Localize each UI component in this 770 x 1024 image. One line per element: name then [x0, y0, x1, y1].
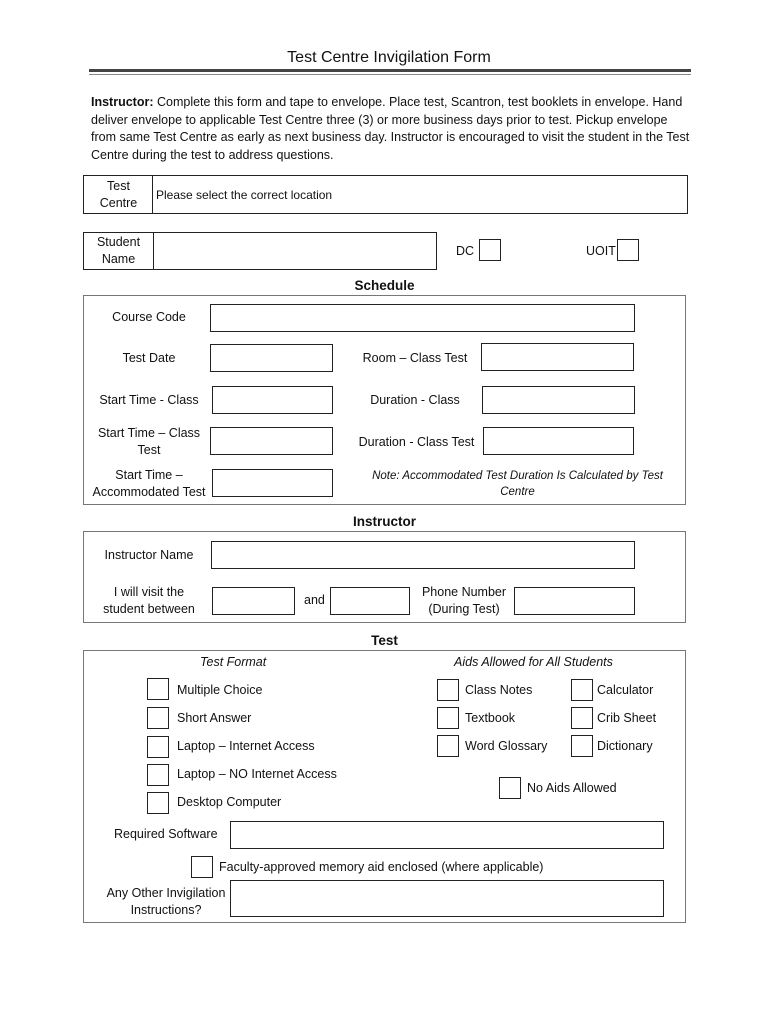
aid-calculator-label: Calculator	[597, 683, 654, 697]
course-code-label: Course Code	[112, 310, 186, 324]
other-instructions-label: Any Other Invigilation Instructions?	[106, 886, 226, 917]
format-laptop-internet-checkbox[interactable]	[147, 736, 169, 758]
format-short-answer-label: Short Answer	[177, 711, 252, 725]
test-centre-label: Test Centre	[99, 179, 138, 210]
aid-class-notes-checkbox[interactable]	[437, 679, 459, 701]
aid-dictionary-label: Dictionary	[597, 739, 653, 753]
aid-crib-sheet-label: Crib Sheet	[597, 711, 657, 725]
test-format-heading: Test Format	[200, 655, 267, 669]
required-software-label: Required Software	[114, 827, 218, 841]
format-laptop-internet-label: Laptop – Internet Access	[177, 739, 315, 753]
aid-class-notes-label: Class Notes	[465, 683, 533, 697]
aid-calculator-checkbox[interactable]	[571, 679, 593, 701]
test-date-input[interactable]	[210, 344, 333, 372]
required-software-input[interactable]	[230, 821, 664, 849]
test-date-label: Test Date	[122, 351, 176, 365]
uoit-checkbox[interactable]	[617, 239, 639, 261]
duration-class-test-input[interactable]	[483, 427, 634, 455]
aid-word-glossary-checkbox[interactable]	[437, 735, 459, 757]
duration-class-test-label: Duration - Class Test	[358, 435, 475, 449]
duration-class-input[interactable]	[482, 386, 635, 414]
title-rule-thin	[89, 74, 691, 75]
format-laptop-no-internet-checkbox[interactable]	[147, 764, 169, 786]
memory-aid-checkbox[interactable]	[191, 856, 213, 878]
title-rule	[89, 69, 691, 72]
format-short-answer-checkbox[interactable]	[147, 707, 169, 729]
test-centre-select[interactable]	[152, 175, 688, 214]
student-name-input[interactable]	[153, 232, 437, 270]
and-label: and	[304, 593, 325, 607]
start-time-accommodated-label: Start Time – Accommodated Test	[92, 468, 206, 499]
visit-between-label: I will visit the student between	[103, 585, 195, 616]
phone-number-label: Phone Number (During Test)	[421, 585, 507, 616]
instructor-name-label: Instructor Name	[104, 548, 194, 562]
other-instructions-input[interactable]	[230, 880, 664, 917]
visit-end-input[interactable]	[330, 587, 410, 615]
course-code-input[interactable]	[210, 304, 635, 332]
no-aids-checkbox[interactable]	[499, 777, 521, 799]
visit-start-input[interactable]	[212, 587, 295, 615]
dc-label: DC	[456, 244, 475, 258]
duration-class-label: Duration - Class	[370, 393, 460, 407]
start-time-class-label: Start Time - Class	[99, 393, 199, 407]
uoit-label: UOIT	[586, 244, 616, 258]
aid-textbook-checkbox[interactable]	[437, 707, 459, 729]
aid-word-glossary-label: Word Glossary	[465, 739, 548, 753]
schedule-heading: Schedule	[354, 278, 415, 293]
aid-crib-sheet-checkbox[interactable]	[571, 707, 593, 729]
start-time-class-test-label: Start Time – Class Test	[97, 426, 201, 457]
aids-allowed-heading: Aids Allowed for All Students	[454, 655, 613, 669]
accommodated-duration-note: Note: Accommodated Test Duration Is Calculated by Test Centre	[372, 470, 663, 498]
memory-aid-label: Faculty-approved memory aid enclosed (where applicable)	[219, 860, 544, 874]
no-aids-label: No Aids Allowed	[527, 781, 617, 795]
page-title: Test Centre Invigilation Form	[287, 49, 491, 66]
room-class-test-label: Room – Class Test	[362, 351, 468, 365]
instructions-text: Complete this form and tape to envelope. Place test, Scantron, test booklets in envelope. Hand deliver envelope to applicable Test Centre three (3) or more business days prior to test. Pickup envelope from same Test Centre as early as next business day. Instructor is encouraged to visit the student in the Test Centre during the test to address questions.	[91, 95, 690, 162]
format-multiple-choice-label: Multiple Choice	[177, 683, 263, 697]
dc-checkbox[interactable]	[479, 239, 501, 261]
aid-dictionary-checkbox[interactable]	[571, 735, 593, 757]
format-desktop-label: Desktop Computer	[177, 795, 282, 809]
instructor-name-input[interactable]	[211, 541, 635, 569]
format-desktop-checkbox[interactable]	[147, 792, 169, 814]
aid-textbook-label: Textbook	[465, 711, 516, 725]
instructor-heading: Instructor	[352, 514, 416, 529]
test-heading: Test	[371, 633, 398, 648]
format-laptop-no-internet-label: Laptop – NO Internet Access	[177, 767, 337, 781]
start-time-accommodated-input[interactable]	[212, 469, 333, 497]
phone-number-input[interactable]	[514, 587, 635, 615]
instructions-paragraph	[91, 94, 695, 164]
start-time-class-input[interactable]	[212, 386, 333, 414]
student-name-label: Student Name	[96, 235, 141, 266]
room-class-test-input[interactable]	[481, 343, 634, 371]
test-centre-select-value: Please select the correct location	[156, 188, 333, 202]
format-multiple-choice-checkbox[interactable]	[147, 678, 169, 700]
instructions-lead: Instructor:	[91, 95, 154, 109]
start-time-class-test-input[interactable]	[210, 427, 333, 455]
